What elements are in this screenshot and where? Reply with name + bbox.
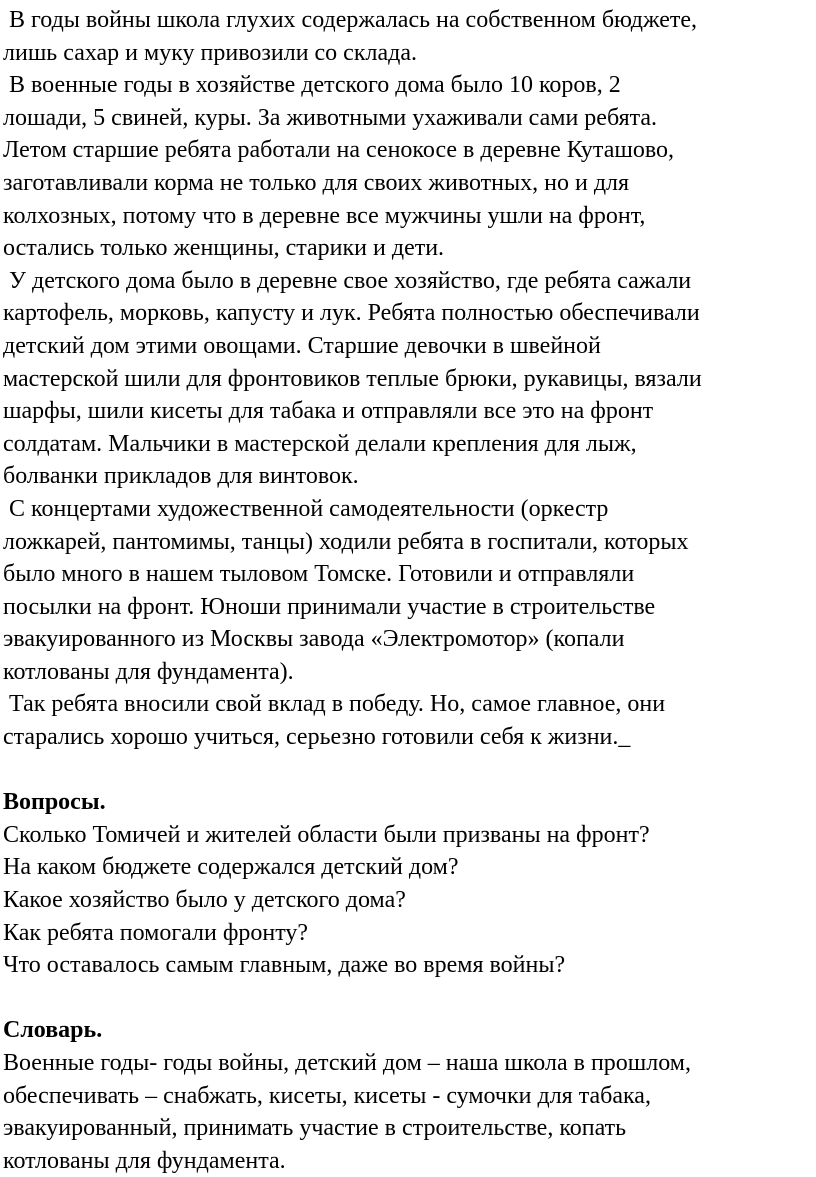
question-item: Какое хозяйство было у детского дома? (3, 887, 406, 914)
paragraph-concerts-and-factory: С концертами художественной самодеятельности (оркестр ложкарей, пантомимы, танцы) ходили ребята в госпитали, которых было много в нашем тыловом Томске. Готовили и отправляли посылки на фронт. Юноши принимали участие в строительстве эвакуированного из Москвы завода «Электромотор» (копали котлованы для фундамента). (3, 495, 689, 685)
glossary-heading: Словарь. (3, 1017, 103, 1044)
glossary-line: обеспечивать – снабжать, кисеты, кисеты - сумочки для табака, (3, 1082, 651, 1109)
paragraph-vegetables-and-sewing: У детского дома было в деревне свое хозяйство, где ребята сажали картофель, морковь, капусту и лук. Ребята полностью обеспечивали детский дом этими овощами. Старшие девочки в швейной мастерской шили для фронтовиков теплые брюки, рукавицы, вязали шарфы, шили кисеты для табака и отправляли все это на фронт солдатам. Мальчики в мастерской делали крепления для лыж, болванки прикладов для винтовок. (3, 267, 702, 490)
paragraph-contribution: Так ребята вносили свой вклад в победу. Но, самое главное, они старались хорошо учиться, серьезно готовили себя к жизни._ (3, 691, 666, 751)
document-page (3, 4, 811, 1177)
question-item: Как ребята помогали фронту? (3, 919, 309, 946)
questions-heading: Вопросы. (3, 789, 106, 816)
question-item: Сколько Томичей и жителей области были призваны на фронт? (3, 821, 650, 848)
glossary-line: эвакуированный, принимать участие в строительстве, копать (3, 1115, 627, 1142)
questions-section (3, 786, 811, 982)
glossary-line: котлованы для фундамента. (3, 1147, 286, 1174)
spacer (3, 982, 811, 1015)
paragraph-school-budget: В годы войны школа глухих содержалась на собственном бюджете, лишь сахар и муку привозили со склада. (3, 7, 698, 66)
question-item: На каком бюджете содержался детский дом? (3, 854, 459, 881)
paragraph-farm-animals: В военные годы в хозяйстве детского дома было 10 коров, 2 лошади, 5 свиней, куры. За животными ухаживали сами ребята. Летом старшие ребята работали на сенокосе в деревне Куташово, заготавливали корма не только для своих животных, но и для колхозных, потому что в деревне все мужчины ушли на фронт, остались только женщины, старики и дети. (3, 72, 675, 262)
glossary-section (3, 1014, 811, 1177)
question-item: Что оставалось самым главным, даже во время войны? (3, 952, 566, 979)
spacer (3, 754, 811, 787)
body-text (3, 4, 811, 754)
glossary-line: Военные годы- годы войны, детский дом – наша школа в прошлом, (3, 1050, 691, 1076)
